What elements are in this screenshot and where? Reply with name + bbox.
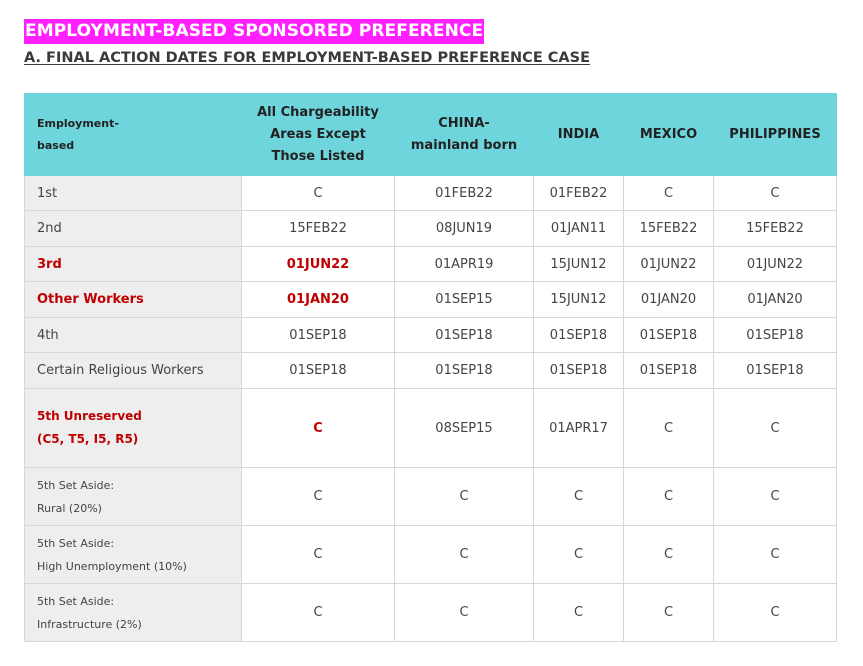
cell-all-chargeability: C: [242, 526, 395, 584]
cell-mexico: C: [624, 526, 714, 584]
cell-mexico: C: [624, 176, 714, 211]
table-row: [25, 282, 837, 318]
cell-india: 01JAN11: [534, 211, 624, 247]
cell-all-chargeability: C: [242, 584, 395, 642]
cell-india: 15JUN12: [534, 282, 624, 318]
cell-mexico: 01JAN20: [624, 282, 714, 318]
cell-mexico: 01SEP18: [624, 353, 714, 389]
cell-philippines: 01JAN20: [714, 282, 837, 318]
cell-china: 01FEB22: [395, 176, 534, 211]
cell-philippines: C: [714, 389, 837, 468]
cell-china: 01APR19: [395, 247, 534, 282]
cell-mexico: 01SEP18: [624, 318, 714, 353]
table-row: [25, 318, 837, 353]
cell-all-chargeability: C: [242, 468, 395, 526]
page-title: EMPLOYMENT-BASED SPONSORED PREFERENCE: [24, 19, 484, 44]
column-header-china: CHINA- mainland born: [395, 94, 534, 176]
cell-all-chargeability: 01JAN20: [242, 282, 395, 318]
cell-mexico: 15FEB22: [624, 211, 714, 247]
cell-mexico: C: [624, 584, 714, 642]
cell-mexico: C: [624, 468, 714, 526]
cell-india: 01APR17: [534, 389, 624, 468]
cell-philippines: 01SEP18: [714, 318, 837, 353]
cell-philippines: C: [714, 176, 837, 211]
row-category: 1st: [25, 176, 242, 211]
cell-china: 01SEP18: [395, 353, 534, 389]
cell-philippines: 01JUN22: [714, 247, 837, 282]
cell-all-chargeability: C: [242, 176, 395, 211]
row-category: 5th Set Aside: High Unemployment (10%): [25, 526, 242, 584]
table-row: [25, 468, 837, 526]
row-category: 5th Unreserved (C5, T5, I5, R5): [25, 389, 242, 468]
cell-india: 15JUN12: [534, 247, 624, 282]
column-header-philippines: PHILIPPINES: [714, 94, 837, 176]
table-row: [25, 353, 837, 389]
row-category: Other Workers: [25, 282, 242, 318]
row-category: 2nd: [25, 211, 242, 247]
column-header-india: INDIA: [534, 94, 624, 176]
cell-all-chargeability: 01JUN22: [242, 247, 395, 282]
column-header-mexico: MEXICO: [624, 94, 714, 176]
cell-philippines: 01SEP18: [714, 353, 837, 389]
cell-china: 01SEP15: [395, 282, 534, 318]
cell-all-chargeability: 15FEB22: [242, 211, 395, 247]
cell-india: 01SEP18: [534, 353, 624, 389]
cell-india: C: [534, 468, 624, 526]
cell-philippines: C: [714, 468, 837, 526]
table-row: [25, 526, 837, 584]
cell-all-chargeability: 01SEP18: [242, 353, 395, 389]
cell-china: C: [395, 468, 534, 526]
table-row: [25, 389, 837, 468]
cell-india: C: [534, 526, 624, 584]
cell-philippines: C: [714, 526, 837, 584]
table-row: [25, 247, 837, 282]
table-row: [25, 211, 837, 247]
cell-india: 01SEP18: [534, 318, 624, 353]
cell-china: 08JUN19: [395, 211, 534, 247]
table-row: [25, 176, 837, 211]
row-category: 5th Set Aside: Infrastructure (2%): [25, 584, 242, 642]
cell-philippines: C: [714, 584, 837, 642]
cell-all-chargeability: 01SEP18: [242, 318, 395, 353]
cell-china: 08SEP15: [395, 389, 534, 468]
row-category: 5th Set Aside: Rural (20%): [25, 468, 242, 526]
row-category: Certain Religious Workers: [25, 353, 242, 389]
cell-india: 01FEB22: [534, 176, 624, 211]
column-header-employment-based: Employment- based: [25, 94, 242, 176]
section-subtitle: A. FINAL ACTION DATES FOR EMPLOYMENT-BASED PREFERENCE CASE: [24, 50, 590, 66]
row-category: 4th: [25, 318, 242, 353]
cell-china: C: [395, 526, 534, 584]
cell-india: C: [534, 584, 624, 642]
cell-china: C: [395, 584, 534, 642]
cell-all-chargeability: C: [242, 389, 395, 468]
cell-china: 01SEP18: [395, 318, 534, 353]
final-action-dates-table: [24, 93, 837, 642]
table-header-row: [25, 94, 837, 176]
row-category: 3rd: [25, 247, 242, 282]
cell-mexico: C: [624, 389, 714, 468]
column-header-all-chargeability: All Chargeability Areas Except Those Listed: [242, 94, 395, 176]
cell-philippines: 15FEB22: [714, 211, 837, 247]
cell-mexico: 01JUN22: [624, 247, 714, 282]
table-row: [25, 584, 837, 642]
